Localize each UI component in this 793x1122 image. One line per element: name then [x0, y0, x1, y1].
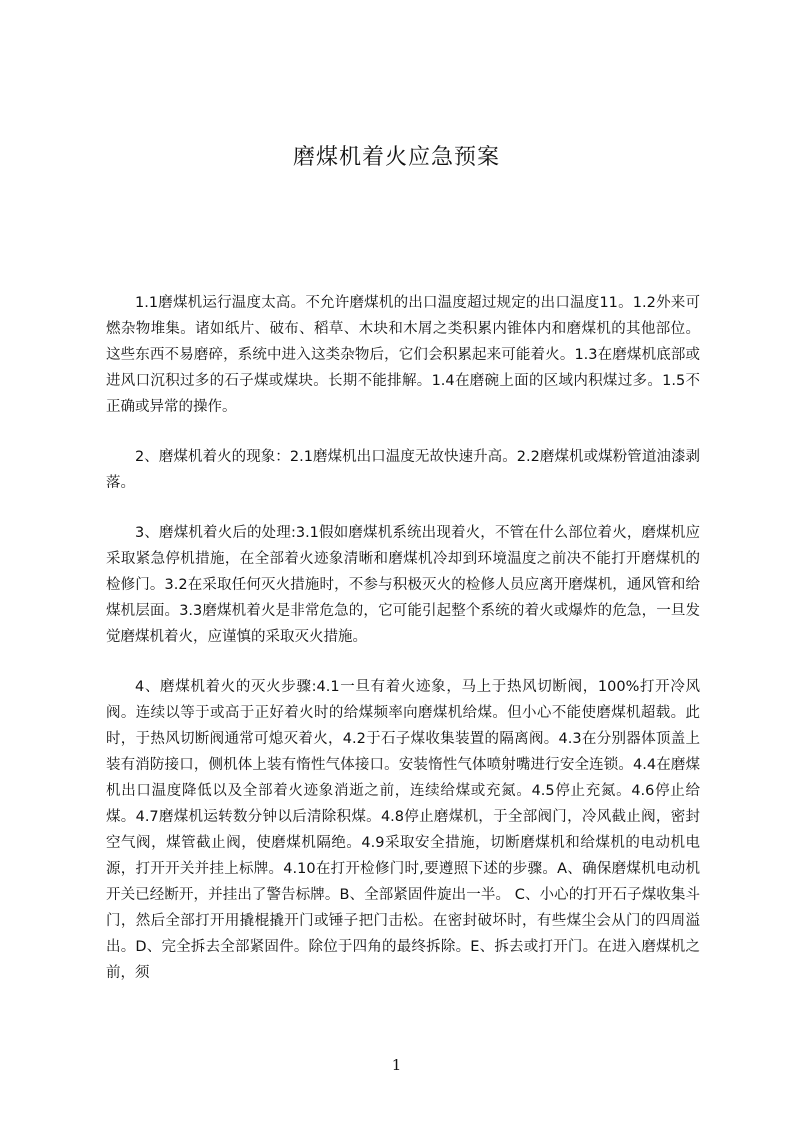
- page-title: 磨煤机着火应急预案: [292, 145, 500, 170]
- paragraph-causes: 1.1磨煤机运行温度太高。不允许磨煤机的出口温度超过规定的出口温度11。1.2外来可燃杂物堆集。诸如纸片、破布、稻草、木块和木屑之类积累内锥体内和磨煤机的其他部位。这些东西不易磨碎，系统中进入这类杂物后，它们会积累起来可能着火。1.3在磨煤机底部或进风口沉积过多的石子煤或煤块。长期不能排解。1.4在磨碗上面的区域内积煤过多。1.5不正确或异常的操作。: [106, 295, 700, 415]
- paragraph-extinguishing-steps: 4、磨煤机着火的灭火步骤:4.1一旦有着火迹象，马上于热风切断阀，100%打开冷风阀。连续以等于或高于正好着火时的给煤频率向磨煤机给煤。但小心不能使磨煤机超载。此时，于热风切断阀通常可熄灭着火，4.2于石子煤收集装置的隔离阀。4.3在分别器体顶盖上装有消防接口，侧机体上装有惰性气体接口。安装惰性气体喷射嘴进行安全连锁。4.4在磨煤机出口温度降低以及全部着火迹象消逝之前，连续给煤或充氮。4.5停止充氮。4.6停止给煤。4.7磨煤机运转数分钟以后清除积煤。4.8停止磨煤机，于全部阀门，冷风截止阀，密封空气阀，煤管截止阀，使磨煤机隔绝。4.9采取安全措施，切断磨煤机和给煤机的电动机电源，打开开关并挂上标牌。4.10在打开检修门时,要遵照下述的步骤。A、确保磨煤机电动机开关已经断开，并挂出了警告标牌。B、全部紧固件旋出一半。 C、小心的打开石子煤收集斗门，然后全部打开用撬棍撬开门或锤子把门击松。在密封破坏时，有些煤尘会从门的四周溢出。D、完全拆去全部紧固件。除位于四角的最终拆除。E、拆去或打开门。在进入磨煤机之前，须: [106, 679, 700, 981]
- page-number: 1: [391, 1056, 402, 1074]
- paragraph-symptoms: 2、磨煤机着火的现象：2.1磨煤机出口温度无故快速升高。2.2磨煤机或煤粉管道油漆剥落。: [106, 449, 700, 491]
- paragraph-handling: 3、磨煤机着火后的处理:3.1假如磨煤机系统出现着火，不管在什么部位着火，磨煤机应采取紧急停机措施，在全部着火迹象清晰和磨煤机冷却到环境温度之前决不能打开磨煤机的检修门。3.2在采取任何灭火措施时，不参与积极灭火的检修人员应离开磨煤机，通风管和给煤机层面。3.3磨煤机着火是非常危急的，它可能引起整个系统的着火或爆炸的危急，一旦发觉磨煤机着火，应谨慎的采取灭火措施。: [106, 525, 700, 645]
- document-body: [106, 290, 700, 1010]
